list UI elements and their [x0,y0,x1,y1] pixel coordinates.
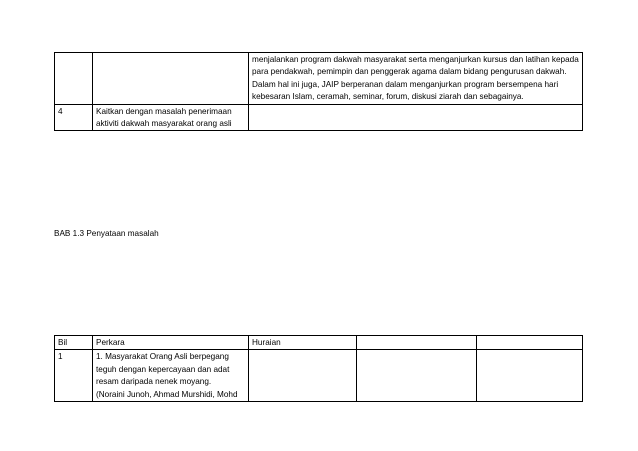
perkara-line: teguh dengan kepercayaan dan adat [96,364,230,374]
huraian-line: kebesaran Islam, ceramah, seminar, forum, diskusi ziarah dan sebagainya. [252,92,524,102]
table-top [54,52,583,131]
column-header-4 [357,336,477,350]
column-header-5 [477,336,583,350]
perkara-line: 1. Masyarakat Orang Asli berpegang [96,352,229,362]
table-cell-perkara [93,350,249,402]
perkara-line: Kaitkan dengan masalah penerimaan [96,106,232,116]
table-cell-perkara [93,104,249,131]
huraian-line: para pendakwah, pemimpin dan penggerak agama dalam bidang pengurusan dakwah. [252,67,567,77]
table-cell-huraian [249,104,583,131]
table-cell-col5 [477,350,583,402]
table-cell-bil: 1 [55,350,93,402]
table-row [55,53,583,105]
column-header-huraian: Huraian [249,336,357,350]
section-heading: BAB 1.3 Penyataan masalah [54,229,159,238]
table-row [55,104,583,131]
table-cell-huraian [249,350,357,402]
table-row [55,350,583,402]
table-cell-bil: 4 [55,104,93,131]
table-cell-col4 [357,350,477,402]
column-header-perkara: Perkara [93,336,249,350]
table-header-row [55,336,583,350]
huraian-line: Dalam hal ini juga, JAIP berperanan dalam menganjurkan program bersempena hari [252,79,559,89]
perkara-line: resam daripada nenek moyang. [96,377,212,387]
column-header-bil: Bil [55,336,93,350]
table-cell-bil [55,53,93,105]
huraian-line: menjalankan program dakwah masyarakat serta menganjurkan kursus dan latihan kepada [252,55,579,64]
table-bottom [54,335,583,402]
table-cell-huraian [249,53,583,105]
perkara-line: (Noraini Junoh, Ahmad Murshidi, Mohd [96,389,238,399]
perkara-line: aktiviti dakwah masyarakat orang asli [96,119,232,129]
table-cell-perkara [93,53,249,105]
